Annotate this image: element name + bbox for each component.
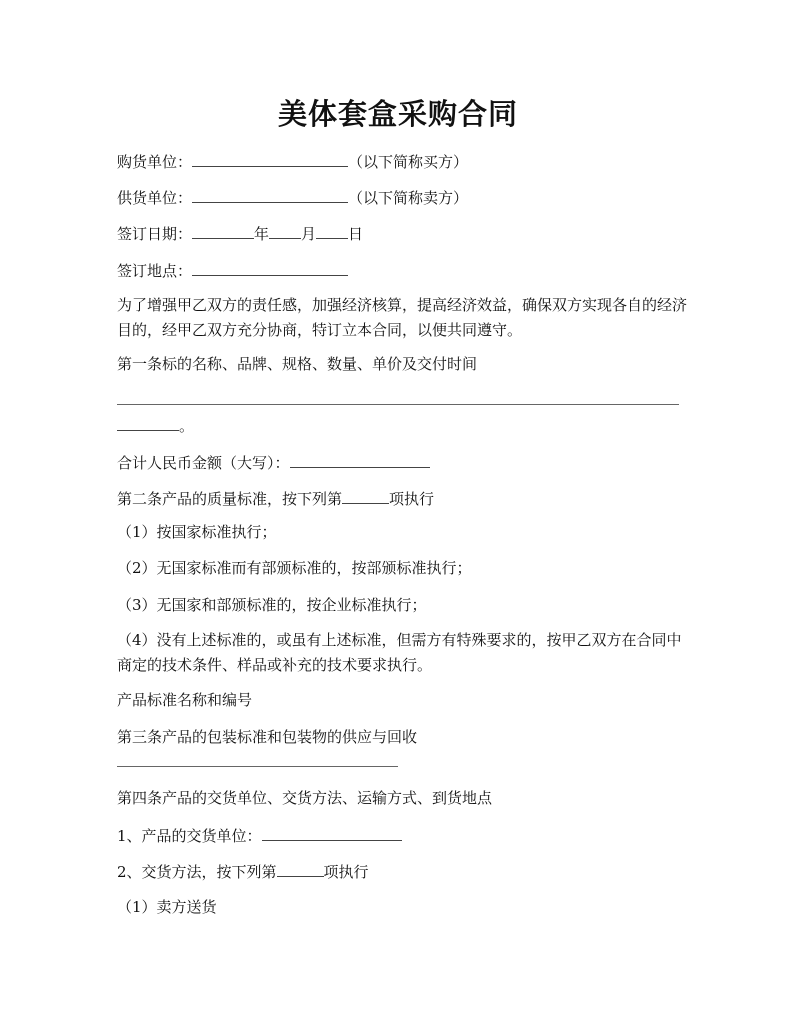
article2-item-4: （4）没有上述标准的，或虽有上述标准，但需方有特殊要求的，按甲乙双方在合同中商定的技术条件、样品或补充的技术要求执行。 — [117, 631, 682, 674]
sign-place-label: 签订地点： — [117, 262, 193, 280]
buyer-suffix: （以下简称买方） — [348, 153, 469, 171]
article2-item-2: （2）无国家标准而有部颁标准的，按部颁标准执行； — [117, 559, 472, 577]
sign-date-label: 签订日期： — [117, 225, 193, 243]
year-label: 年 — [254, 225, 270, 243]
buyer-blank — [192, 150, 348, 167]
month-blank — [269, 222, 301, 239]
total-label: 合计人民币金额（大写）： — [117, 454, 290, 472]
article1-end-mark: 。 — [179, 417, 195, 435]
delivery-unit-label: 1、产品的交货单位： — [117, 827, 262, 845]
sign-place-line — [117, 259, 348, 281]
article2-heading — [117, 487, 434, 509]
article2-heading-prefix: 第二条产品的质量标准，按下列第 — [117, 490, 343, 508]
article3-fill-line — [117, 766, 398, 767]
document-title: 美体套盒采购合同 — [277, 97, 518, 131]
seller-label: 供货单位： — [117, 189, 193, 207]
article1-fill-end — [117, 414, 194, 436]
article2-item-blank — [342, 487, 389, 504]
delivery-method-blank — [277, 860, 324, 877]
total-line — [117, 451, 430, 473]
article1-fill-line — [117, 404, 679, 405]
buyer-line — [117, 150, 468, 172]
article2-item-3: （3）无国家和部颁标准的，按企业标准执行； — [117, 596, 427, 614]
seller-suffix: （以下简称卖方） — [348, 189, 469, 207]
product-standard-line: 产品标准名称和编号 — [117, 691, 253, 709]
delivery-method-suffix: 项执行 — [323, 863, 369, 881]
article1-short-blank — [117, 414, 179, 431]
article2-item-1: （1）按国家标准执行； — [117, 523, 277, 541]
total-blank — [290, 451, 430, 468]
day-label: 日 — [348, 225, 364, 243]
month-label: 月 — [301, 225, 317, 243]
sign-date-line — [117, 222, 363, 244]
article4-heading: 第四条产品的交货单位、交货方法、运输方式、到货地点 — [117, 789, 493, 807]
delivery-method-prefix: 2、交货方法，按下列第 — [117, 863, 277, 881]
article1-heading: 第一条标的名称、品牌、规格、数量、单价及交付时间 — [117, 355, 478, 373]
seller-line — [117, 186, 468, 208]
article2-heading-suffix: 项执行 — [389, 490, 435, 508]
day-blank — [316, 222, 348, 239]
seller-blank — [192, 186, 348, 203]
delivery-unit-line — [117, 824, 402, 846]
article3-heading: 第三条产品的包装标准和包装物的供应与回收 — [117, 728, 418, 746]
delivery-method-line — [117, 860, 369, 882]
delivery-option-1: （1）卖方送货 — [117, 898, 217, 916]
sign-place-blank — [192, 259, 348, 276]
year-blank — [192, 222, 254, 239]
buyer-label: 购货单位： — [117, 153, 193, 171]
delivery-unit-blank — [262, 824, 402, 841]
intro-paragraph: 为了增强甲乙双方的责任感，加强经济核算，提高经济效益，确保双方实现各自的经济目的，经甲乙双方充分协商，特订立本合同，以便共同遵守。 — [117, 296, 688, 339]
